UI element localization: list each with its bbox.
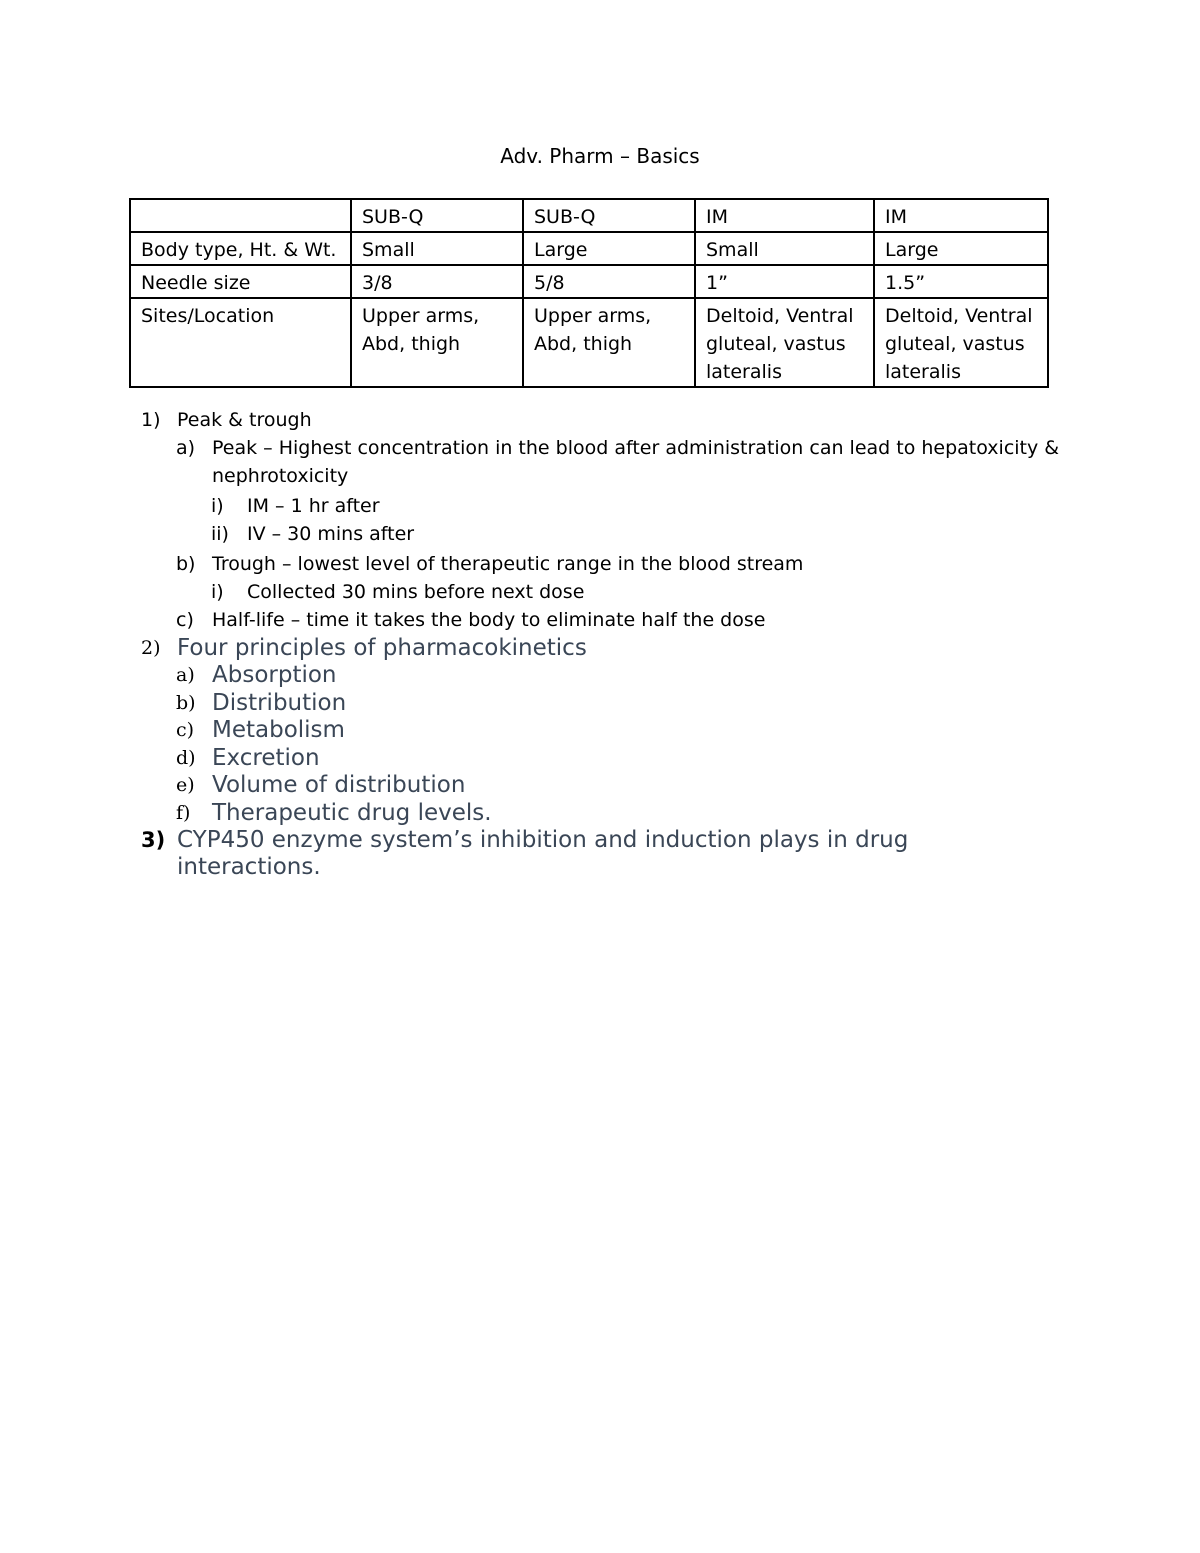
injection-table bbox=[129, 198, 1049, 388]
table-cell: 3/8 bbox=[351, 265, 523, 298]
table-cell: Upper arms, Abd, thigh bbox=[351, 298, 523, 387]
list-text: Absorption bbox=[212, 662, 337, 688]
list-text: Volume of distribution bbox=[212, 772, 466, 798]
list-marker: i) bbox=[211, 581, 224, 603]
list-item bbox=[176, 771, 466, 799]
table-row bbox=[130, 232, 1048, 265]
list-text: IV – 30 mins after bbox=[247, 523, 415, 545]
table-cell: Large bbox=[874, 232, 1048, 265]
list-text: Excretion bbox=[212, 745, 320, 771]
list-item bbox=[211, 492, 380, 520]
list-text: CYP450 enzyme system’s inhibition and induction plays in drug bbox=[177, 827, 909, 853]
list-marker: a) bbox=[176, 437, 196, 459]
table-row bbox=[130, 298, 1048, 387]
table-cell: Needle size bbox=[130, 265, 351, 298]
list-marker: 1) bbox=[141, 409, 161, 431]
list-item bbox=[211, 520, 415, 548]
list-text: nephrotoxicity bbox=[212, 465, 349, 487]
list-item bbox=[176, 716, 345, 744]
list-item bbox=[176, 550, 804, 578]
list-item bbox=[176, 434, 1060, 462]
list-text: IM – 1 hr after bbox=[247, 495, 380, 517]
list-text: Four principles of pharmacokinetics bbox=[177, 635, 587, 661]
table-cell: Body type, Ht. & Wt. bbox=[130, 232, 351, 265]
list-marker: d) bbox=[176, 747, 196, 769]
table-cell: Upper arms, Abd, thigh bbox=[523, 298, 695, 387]
list-item bbox=[141, 634, 587, 662]
list-text: Peak & trough bbox=[177, 409, 312, 431]
list-text: Half-life – time it takes the body to eliminate half the dose bbox=[212, 609, 766, 631]
list-text: Trough – lowest level of therapeutic range in the blood stream bbox=[212, 553, 804, 575]
table-row bbox=[130, 265, 1048, 298]
table-cell: IM bbox=[874, 199, 1048, 232]
list-marker: c) bbox=[176, 609, 194, 631]
list-text: Distribution bbox=[212, 690, 347, 716]
table-cell: 5/8 bbox=[523, 265, 695, 298]
list-text: interactions. bbox=[177, 854, 321, 880]
list-marker: a) bbox=[176, 664, 195, 686]
list-text: Peak – Highest concentration in the blood after administration can lead to hepatoxicity & bbox=[212, 437, 1060, 459]
list-item bbox=[177, 853, 321, 881]
list-marker: ii) bbox=[211, 523, 229, 545]
list-marker: 3) bbox=[141, 828, 166, 852]
table-cell: SUB-Q bbox=[523, 199, 695, 232]
list-marker: e) bbox=[176, 774, 195, 796]
list-text: Collected 30 mins before next dose bbox=[247, 581, 585, 603]
table-cell: Small bbox=[351, 232, 523, 265]
table-cell: 1.5” bbox=[874, 265, 1048, 298]
table-cell: Deltoid, Ventral gluteal, vastus lateralis bbox=[874, 298, 1048, 387]
list-marker: i) bbox=[211, 495, 224, 517]
list-item bbox=[141, 406, 312, 434]
list-item bbox=[176, 606, 766, 634]
table-cell: 1” bbox=[695, 265, 874, 298]
table-cell: Deltoid, Ventral gluteal, vastus lateralis bbox=[695, 298, 874, 387]
list-marker: 2) bbox=[141, 637, 161, 659]
list-item bbox=[141, 826, 909, 854]
list-item bbox=[176, 744, 320, 772]
table-cell: IM bbox=[695, 199, 874, 232]
list-item bbox=[176, 689, 347, 717]
list-item bbox=[176, 799, 492, 827]
list-item bbox=[211, 578, 585, 606]
document-title: Adv. Pharm – Basics bbox=[500, 144, 700, 168]
list-marker: f) bbox=[176, 802, 191, 824]
list-item bbox=[212, 462, 348, 490]
list-text: Metabolism bbox=[212, 717, 345, 743]
list-marker: b) bbox=[176, 553, 196, 575]
table-cell: SUB-Q bbox=[351, 199, 523, 232]
table-row bbox=[130, 199, 1048, 232]
table-cell bbox=[130, 199, 351, 232]
table-cell: Small bbox=[695, 232, 874, 265]
list-marker: b) bbox=[176, 692, 196, 714]
table-cell: Sites/Location bbox=[130, 298, 351, 387]
list-text: Therapeutic drug levels. bbox=[212, 800, 492, 826]
table-cell: Large bbox=[523, 232, 695, 265]
list-marker: c) bbox=[176, 719, 195, 741]
list-item bbox=[176, 661, 337, 689]
